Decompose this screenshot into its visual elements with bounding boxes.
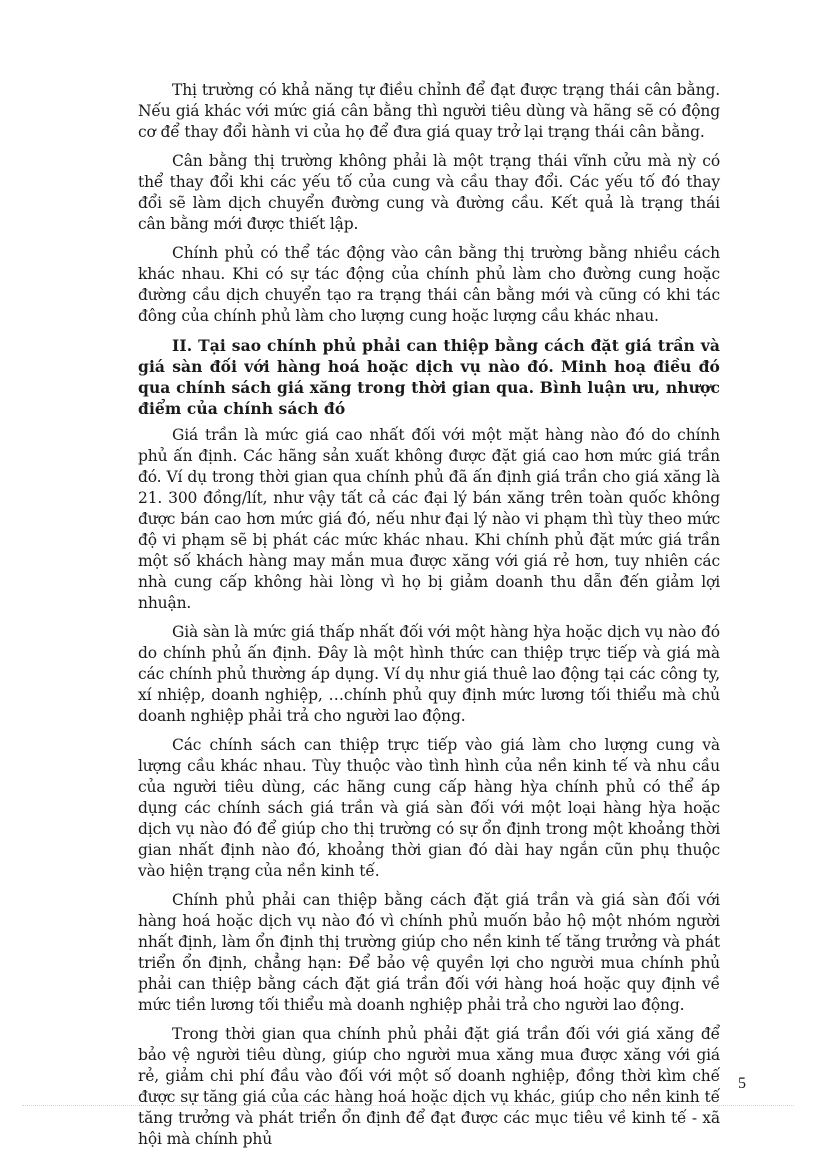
section-heading: II. Tại sao chính phủ phải can thiệp bằng cách đặt giá trần và giá sàn đối với hàng hoá hoặc dịch vụ nào đó. Minh hoạ điều đó qua chính sách giá xăng trong thời gian qua. Bình luận ưu, nhược điểm của chính sách đó bbox=[138, 336, 720, 418]
paragraph-price-floor: Già sàn là mức giá thấp nhất đối với một hàng hỳa hoặc dịch vụ nào đó do chính phủ ấn định. Đây là một hình thức can thiệp trực tiếp và giá mà các chính phủ thường áp dụng. Ví dụ như giá thuê lao động tại các công ty, xí nhiệp, doanh nghiệp, …chính phủ quy định mức lương tối thiểu mà chủ doanh nghiệp phải trả cho người lao động. bbox=[138, 623, 720, 725]
paragraph-market-self-adjust: Thị trường có khả năng tự điều chỉnh để đạt được trạng thái cân bằng. Nếu giá khác với mức giá cân bằng thì người tiêu dùng và hãng sẽ có động cơ để thay đổi hành vi của họ để đưa giá quay trở lại trạng thái cân bằng. bbox=[138, 81, 720, 141]
footer-divider bbox=[22, 1105, 794, 1106]
page-number: 5 bbox=[738, 1075, 746, 1092]
document-page bbox=[138, 80, 720, 1158]
paragraph-price-ceiling: Giá trần là mức giá cao nhất đối với một mặt hàng nào đó do chính phủ ấn định. Các hãng sản xuất không được đặt giá cao hơn mức giá trần đó. Ví dụ trong thời gian qua chính phủ đã ấn định giá trần cho giá xăng là 21. 300 đồng/lít, như vậy tất cả các đại lý bán xăng trên toàn quốc không được bán cao hơn mức giá đó, nếu như đại lý nào vi phạm thì tùy theo mức độ vi phạm sẽ bị phát các mức khác nhau. Khi chính phủ đặt mức giá trần một số khách hàng may mắn mua được xăng với giá rẻ hơn, tuy nhiên các nhà cung cấp không hài lòng vì họ bị giảm doanh thu dẫn đến giảm lợi nhuận. bbox=[138, 426, 720, 612]
paragraph-equilibrium-change: Cân bằng thị trường không phải là một trạng thái vĩnh cửu mà nỳ có thể thay đổi khi các yếu tố của cung và cầu thay đổi. Các yếu tố đó thay đổi sẽ làm dịch chuyển đường cung và đường cầu. Kết quả là trạng thái cân bằng mới được thiết lập. bbox=[138, 152, 720, 233]
paragraph-why-intervene: Chính phủ phải can thiệp bằng cách đặt giá trần và giá sàn đối với hàng hoá hoặc dịch vụ nào đó vì chính phủ muốn bảo hộ một nhóm người nhất định, làm ổn định thị trường giúp cho nền kinh tế tăng trưởng và phát triển ổn định, chẳng hạn: Để bảo vệ quyền lợi cho người mua chính phủ phải can thiệp bằng cách đặt giá trần đối với hàng hoá hoặc quy định về mức tiền lương tối thiểu mà doanh nghiệp phải trả cho người lao động. bbox=[138, 891, 720, 1014]
paragraph-fuel-price-policy: Trong thời gian qua chính phủ phải đặt giá trần đối với giá xăng để bảo vệ người tiêu dùng, giúp cho người mua xăng mua được xăng với giá rẻ, giảm chi phí đầu vào đối với một số doanh nghiệp, đồng thời kìm chế được sự tăng giá của các hàng hoá hoặc dịch vụ khác, giúp cho nền kinh tế tăng trưởng và phát triển ổn định để đạt được các mục tiêu về kinh tế - xã hội mà chính phủ bbox=[138, 1025, 720, 1148]
paragraph-government-impact: Chính phủ có thể tác động vào cân bằng thị trường bằng nhiều cách khác nhau. Khi có sự tác động của chính phủ làm cho đường cung hoặc đường cầu dịch chuyển tạo ra trạng thái cân bằng mới và cũng có khi tác đông của chính phủ làm cho lượng cung hoặc lượng cầu khác nhau. bbox=[138, 244, 720, 325]
paragraph-direct-intervention: Các chính sách can thiệp trực tiếp vào giá làm cho lượng cung và lượng cầu khác nhau. Tùy thuộc vào tình hình của nền kinh tế và nhu cầu của người tiêu dùng, các hãng cung cấp hàng hỳa chính phủ có thể áp dụng các chính sách giá trần và giá sàn đối với một loại hàng hỳa hoặc dịch vụ nào đó để giúp cho thị trường có sự ổn định trong một khoảng thời gian nhất định nào đó, khoảng thời gian đó dài hay ngắn cũn phụ thuộc vào hiện trạng của nền kinh tế. bbox=[138, 736, 720, 880]
